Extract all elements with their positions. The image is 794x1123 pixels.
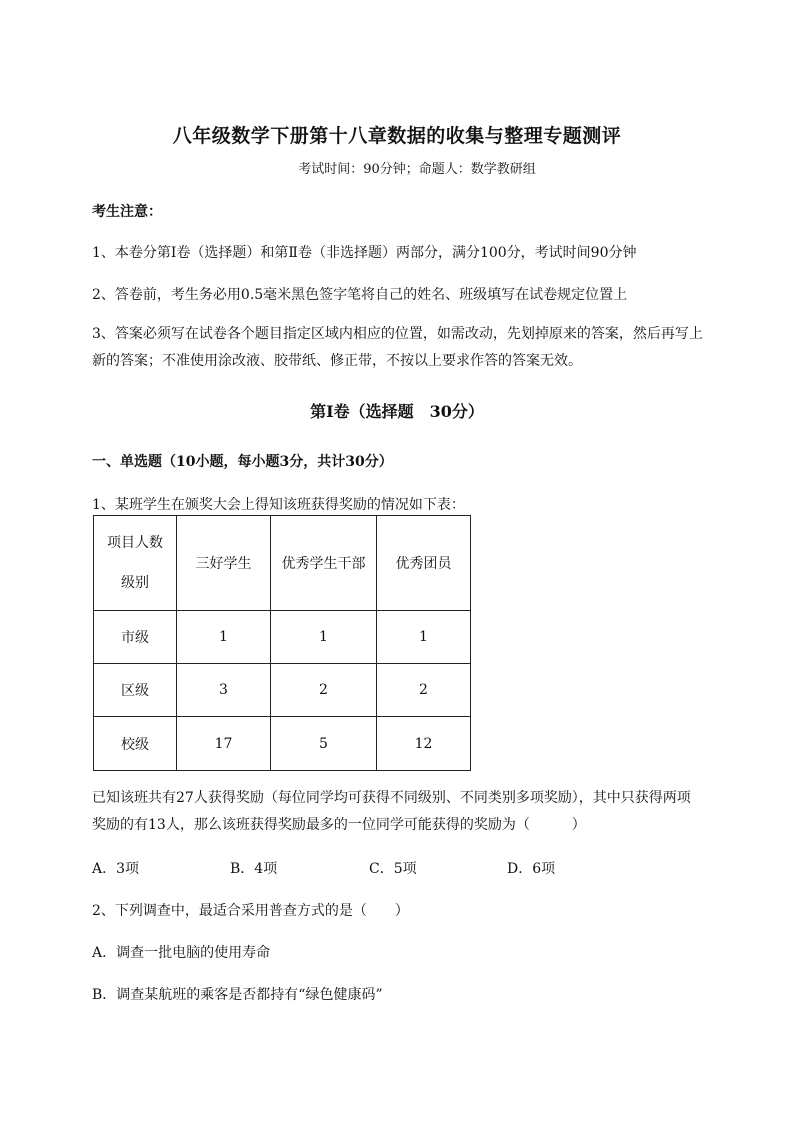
table-row [94,664,471,717]
table-cell: 17 [177,717,271,771]
question-1-body: 已知该班共有27人获得奖励（每位同学均可获得不同级别、不同类别多项奖励），其中只获得两项奖励的有13人，那么该班获得奖励最多的一位同学可能获得的奖励为（ ） [92,790,691,833]
notice-item-1: 1、本卷分第I卷（选择题）和第Ⅱ卷（非选择题）两部分，满分100分，考试时间90分钟 [92,245,637,261]
question-2-option-b: B．调查某航班的乘客是否都持有“绿色健康码” [92,987,383,1003]
row-label: 区级 [94,664,177,717]
table-cell: 5 [271,717,377,771]
question-2-option-a: A．调查一批电脑的使用寿命 [92,945,271,961]
page-title: 八年级数学下册第十八章数据的收集与整理专题测评 [172,125,622,147]
table-row [94,611,471,664]
exam-info: 考试时间：90分钟；命题人：数学教研组 [298,162,536,177]
question-1-option-c: C．5项 [369,861,417,877]
question-1-option-a: A．3项 [92,861,140,877]
table-cell: 2 [271,664,377,717]
column-header: 优秀团员 [377,516,471,611]
table-row [94,717,471,771]
question-1-option-b: B．4项 [230,861,278,877]
table-header-row [94,516,471,611]
notice-item-2: 2、答卷前，考生务必用0.5毫米黑色签字笔将自己的姓名、班级填写在试卷规定位置上 [92,287,628,303]
table-cell: 1 [177,611,271,664]
table-cell: 1 [271,611,377,664]
table-cell: 12 [377,717,471,771]
corner-bottom-label: 级别 [121,575,149,591]
question-2-stem: 2、下列调查中，最适合采用普查方式的是（ ） [92,903,409,919]
corner-top-label: 项目人数 [107,535,163,551]
question-1-stem: 1、某班学生在颁奖大会上得知该班获得奖励的情况如下表： [92,497,465,513]
notice-item-3: 3、答案必须写在试卷各个题目指定区域内相应的位置，如需改动，先划掉原来的答案，然后再写上新的答案；不准使用涂改液、胶带纸、修正带，不按以上要求作答的答案无效。 [92,326,703,369]
column-header: 优秀学生干部 [271,516,377,611]
awards-table [93,515,471,771]
table-cell: 2 [377,664,471,717]
question-1-option-d: D．6项 [507,861,556,877]
corner-cell [94,516,177,611]
part-heading: 一、单选题（10小题，每小题3分，共计30分） [92,454,393,470]
table-cell: 3 [177,664,271,717]
row-label: 市级 [94,611,177,664]
table-cell: 1 [377,611,471,664]
section-title: 第I卷（选择题 30分） [310,402,484,421]
column-header: 三好学生 [177,516,271,611]
row-label: 校级 [94,717,177,771]
notice-heading: 考生注意： [92,204,162,220]
